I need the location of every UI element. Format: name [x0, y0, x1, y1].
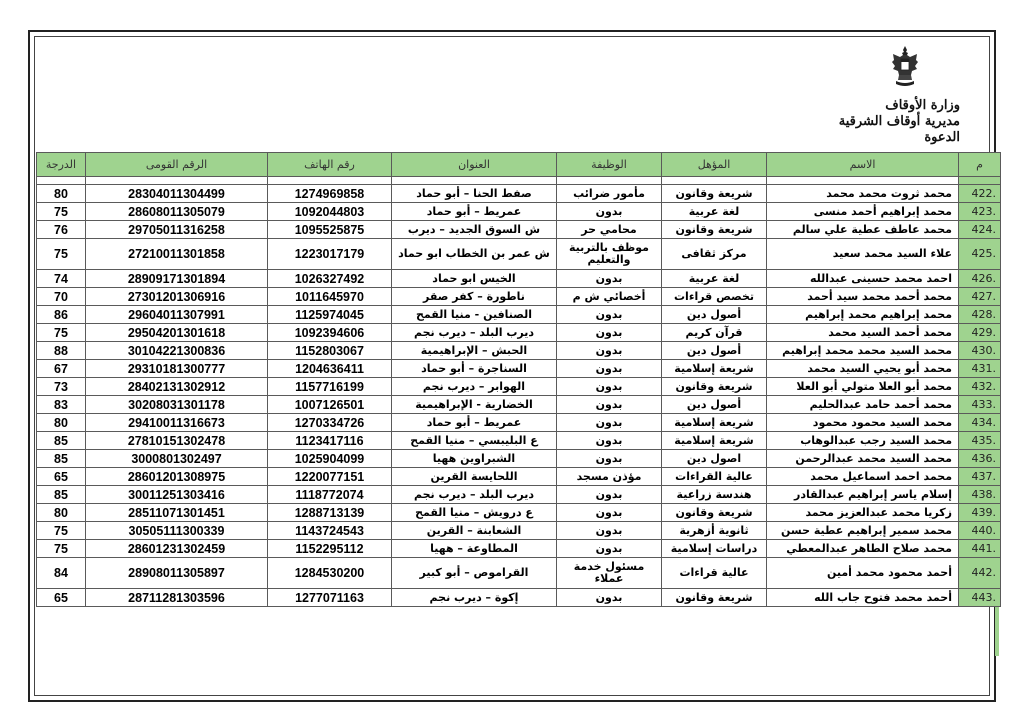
table-row [37, 450, 1001, 468]
cell-job: بدون [557, 360, 662, 378]
col-header-name: الاسم [767, 153, 959, 177]
cell-qualification: لغة عربية [662, 270, 767, 288]
cell-phone: 1011645970 [268, 288, 392, 306]
cell-grade: 67 [37, 360, 86, 378]
table-row [37, 396, 1001, 414]
cell-name: محمد إبراهيم محمد إبراهيم [767, 306, 959, 324]
cell-national-id: 29504201301618 [86, 324, 268, 342]
cell-num: 426. [959, 270, 1001, 288]
cell-name: محمد ثروت محمد محمد [767, 185, 959, 203]
directorate-name: مديرية أوقاف الشرقية [838, 114, 960, 129]
cell-address: الشعابنة – القرين [392, 522, 557, 540]
col-header-job: الوظيفة [557, 153, 662, 177]
cell-address: عمريط – أبو حماد [392, 414, 557, 432]
cell-job: بدون [557, 522, 662, 540]
cell-name: محمد إبراهيم أحمد منسى [767, 203, 959, 221]
cell-grade: 74 [37, 270, 86, 288]
cell-name: علاء السيد محمد سعيد [767, 239, 959, 270]
cell-name: أحمد محمد فتوح جاب الله [767, 589, 959, 607]
cell-grade: 80 [37, 504, 86, 522]
cell-phone: 1092394606 [268, 324, 392, 342]
cell-num: 433. [959, 396, 1001, 414]
cell-phone: 1157716199 [268, 378, 392, 396]
cell-qualification: أصول دين [662, 342, 767, 360]
cell-phone: 1143724543 [268, 522, 392, 540]
cell-address: ش السوق الجديد – ديرب [392, 221, 557, 239]
cell-qualification: شريعة إسلامية [662, 414, 767, 432]
cell-job: أخصائي ش م [557, 288, 662, 306]
table-header-row [37, 153, 1001, 177]
cell-num: 423. [959, 203, 1001, 221]
cell-phone: 1288713139 [268, 504, 392, 522]
cell-qualification: دراسات إسلامية [662, 540, 767, 558]
cell-address: المطاوعة – ههيا [392, 540, 557, 558]
cell-name: محمد أبو العلا متولي أبو العلا [767, 378, 959, 396]
cell-job: بدون [557, 378, 662, 396]
cell-national-id: 28304011304499 [86, 185, 268, 203]
cell-national-id: 28601231302459 [86, 540, 268, 558]
cell-name: محمد السيد محمد عبدالرحمن [767, 450, 959, 468]
cell-grade: 75 [37, 203, 86, 221]
cell-num: 422. [959, 185, 1001, 203]
cell-name: محمد أبو يحيي السيد محمد [767, 360, 959, 378]
cell-job: محامي حر [557, 221, 662, 239]
cell-grade: 75 [37, 540, 86, 558]
table-row [37, 558, 1001, 589]
table-row [37, 486, 1001, 504]
cell-qualification: ثانوية أزهرية [662, 522, 767, 540]
cell-qualification: أصول دين [662, 306, 767, 324]
table-row [37, 270, 1001, 288]
cell-grade: 75 [37, 522, 86, 540]
cell-qualification: شريعة وقانون [662, 504, 767, 522]
cell-num: 441. [959, 540, 1001, 558]
spacer-row [37, 177, 1001, 185]
cell-grade: 85 [37, 450, 86, 468]
cell-national-id: 28711281303596 [86, 589, 268, 607]
table-row [37, 414, 1001, 432]
cell-grade: 85 [37, 486, 86, 504]
cell-address: صفط الحنا – أبو حماد [392, 185, 557, 203]
cell-num: 430. [959, 342, 1001, 360]
cell-address: ديرب البلد – ديرب نجم [392, 324, 557, 342]
cell-grade: 86 [37, 306, 86, 324]
cell-job: بدون [557, 324, 662, 342]
cell-grade: 80 [37, 185, 86, 203]
header-block [839, 98, 960, 146]
cell-national-id: 29705011316258 [86, 221, 268, 239]
table-row [37, 522, 1001, 540]
cell-qualification: عالية قراءات [662, 558, 767, 589]
ministry-name: وزارة الأوقاف [885, 98, 960, 113]
table-row [37, 324, 1001, 342]
cell-grade: 83 [37, 396, 86, 414]
cell-job: بدون [557, 270, 662, 288]
cell-num: 435. [959, 432, 1001, 450]
cell-national-id: 29410011316673 [86, 414, 268, 432]
cell-grade: 88 [37, 342, 86, 360]
cell-address: الخضارية - الإبراهيمية [392, 396, 557, 414]
cell-national-id: 29604011307991 [86, 306, 268, 324]
cell-grade: 80 [37, 414, 86, 432]
cell-job: بدون [557, 342, 662, 360]
cell-num: 428. [959, 306, 1001, 324]
cell-address: القراموص – أبو كبير [392, 558, 557, 589]
table-row [37, 239, 1001, 270]
cell-address: ناطورة – كفر صقر [392, 288, 557, 306]
cell-national-id: 28601201308975 [86, 468, 268, 486]
cell-grade: 65 [37, 589, 86, 607]
cell-national-id: 27301201306916 [86, 288, 268, 306]
cell-address: الهوابر – ديرب نجم [392, 378, 557, 396]
cell-qualification: اصول دين [662, 450, 767, 468]
cell-num: 436. [959, 450, 1001, 468]
cell-job: بدون [557, 540, 662, 558]
cell-num: 432. [959, 378, 1001, 396]
cell-qualification: شريعة إسلامية [662, 360, 767, 378]
cell-phone: 1095525875 [268, 221, 392, 239]
cell-national-id: 27210011301858 [86, 239, 268, 270]
table-row [37, 342, 1001, 360]
cell-phone: 1123417116 [268, 432, 392, 450]
cell-name: أحمد محمود محمد أمين [767, 558, 959, 589]
cell-num: 440. [959, 522, 1001, 540]
col-header-qualification: المؤهل [662, 153, 767, 177]
cell-name: إسلام ياسر إبراهيم عبدالقادر [767, 486, 959, 504]
cell-num: 427. [959, 288, 1001, 306]
table-row [37, 306, 1001, 324]
cell-address: الحبش – الإبراهيمية [392, 342, 557, 360]
col-header-grade: الدرجة [37, 153, 86, 177]
cell-qualification: شريعة وقانون [662, 589, 767, 607]
cell-qualification: عالية القراءات [662, 468, 767, 486]
cell-name: محمد عاطف عطية علي سالم [767, 221, 959, 239]
cell-national-id: 28511071301451 [86, 504, 268, 522]
table-row [37, 378, 1001, 396]
cell-national-id: 29310181300777 [86, 360, 268, 378]
eagle-emblem-icon [890, 44, 920, 88]
cell-job: بدون [557, 396, 662, 414]
cell-phone: 1007126501 [268, 396, 392, 414]
table-row [37, 288, 1001, 306]
cell-national-id: 30505111300339 [86, 522, 268, 540]
table-row [37, 540, 1001, 558]
cell-name: محمد احمد اسماعيل محمد [767, 468, 959, 486]
cell-name: محمد أحمد السيد محمد [767, 324, 959, 342]
cell-job: بدون [557, 203, 662, 221]
cell-name: محمد السيد محمد محمد إبراهيم [767, 342, 959, 360]
cell-grade: 75 [37, 324, 86, 342]
cell-num: 439. [959, 504, 1001, 522]
cell-num: 437. [959, 468, 1001, 486]
cell-phone: 1274969858 [268, 185, 392, 203]
table-row [37, 589, 1001, 607]
cell-phone: 1026327492 [268, 270, 392, 288]
cell-qualification: أصول دين [662, 396, 767, 414]
cell-grade: 73 [37, 378, 86, 396]
cell-qualification: لغة عربية [662, 203, 767, 221]
cell-national-id: 30104221300836 [86, 342, 268, 360]
cell-job: بدون [557, 504, 662, 522]
table-row [37, 468, 1001, 486]
table-row [37, 360, 1001, 378]
cell-address: ش عمر بن الخطاب ابو حماد [392, 239, 557, 270]
cell-phone: 1118772074 [268, 486, 392, 504]
cell-address: الصنافين - منيا القمح [392, 306, 557, 324]
cell-num: 443. [959, 589, 1001, 607]
table-row [37, 432, 1001, 450]
cell-phone: 1204636411 [268, 360, 392, 378]
cell-name: محمد السيد محمود محمود [767, 414, 959, 432]
cell-job: بدون [557, 432, 662, 450]
cell-address: ديرب البلد – ديرب نجم [392, 486, 557, 504]
cell-phone: 1025904099 [268, 450, 392, 468]
cell-grade: 85 [37, 432, 86, 450]
cell-national-id: 30011251303416 [86, 486, 268, 504]
cell-address: الخيس ابو حماد [392, 270, 557, 288]
cell-address: الشبراوين ههيا [392, 450, 557, 468]
cell-address: عمريط – أبو حماد [392, 203, 557, 221]
cell-qualification: شريعة وقانون [662, 185, 767, 203]
roster-table [36, 152, 1001, 607]
cell-address: إكوة – ديرب نجم [392, 589, 557, 607]
table-row [37, 221, 1001, 239]
cell-job: بدون [557, 306, 662, 324]
cell-address: ع البليبسي – منيا القمح [392, 432, 557, 450]
cell-name: محمد أحمد محمد سيد أحمد [767, 288, 959, 306]
cell-num: 431. [959, 360, 1001, 378]
department-name: الدعوة [924, 130, 960, 145]
cell-grade: 76 [37, 221, 86, 239]
cell-qualification: هندسة زراعية [662, 486, 767, 504]
cell-qualification: شريعة وقانون [662, 378, 767, 396]
cell-num: 442. [959, 558, 1001, 589]
cell-grade: 84 [37, 558, 86, 589]
cell-national-id: 28908011305897 [86, 558, 268, 589]
cell-qualification: مركز ثقافى [662, 239, 767, 270]
cell-job: مؤذن مسجد [557, 468, 662, 486]
cell-job: موظف بالتربية والتعليم [557, 239, 662, 270]
cell-name: احمد محمد حسينى عبدالله [767, 270, 959, 288]
cell-phone: 1220077151 [268, 468, 392, 486]
cell-phone: 1152295112 [268, 540, 392, 558]
cell-job: مسئول خدمة عملاء [557, 558, 662, 589]
cell-job: بدون [557, 486, 662, 504]
cell-address: اللحايسة القرين [392, 468, 557, 486]
cell-address: ع درويش – منيا القمح [392, 504, 557, 522]
cell-name: محمد السيد رجب عبدالوهاب [767, 432, 959, 450]
cell-qualification: شريعة إسلامية [662, 432, 767, 450]
cell-job: بدون [557, 589, 662, 607]
col-header-address: العنوان [392, 153, 557, 177]
cell-national-id: 3000801302497 [86, 450, 268, 468]
cell-num: 429. [959, 324, 1001, 342]
table-row [37, 185, 1001, 203]
cell-job: بدون [557, 450, 662, 468]
col-header-num: م [959, 153, 1001, 177]
cell-phone: 1284530200 [268, 558, 392, 589]
cell-address: السناجرة – أبو حماد [392, 360, 557, 378]
cell-name: محمد أحمد حامد عبدالحليم [767, 396, 959, 414]
cell-grade: 65 [37, 468, 86, 486]
cell-national-id: 27810151302478 [86, 432, 268, 450]
cell-phone: 1270334726 [268, 414, 392, 432]
cell-num: 438. [959, 486, 1001, 504]
cell-national-id: 30208031301178 [86, 396, 268, 414]
cell-num: 425. [959, 239, 1001, 270]
cell-job: بدون [557, 414, 662, 432]
cell-name: محمد سمير إبراهيم عطية حسن [767, 522, 959, 540]
cell-qualification: شريعة وقانون [662, 221, 767, 239]
cell-national-id: 28608011305079 [86, 203, 268, 221]
cell-national-id: 28402131302912 [86, 378, 268, 396]
cell-qualification: قرآن كريم [662, 324, 767, 342]
col-header-national-id: الرقم القومى [86, 153, 268, 177]
cell-phone: 1223017179 [268, 239, 392, 270]
cell-grade: 75 [37, 239, 86, 270]
cell-phone: 1092044803 [268, 203, 392, 221]
cell-national-id: 28909171301894 [86, 270, 268, 288]
cell-name: زكريا محمد عبدالعزيز محمد [767, 504, 959, 522]
table-row [37, 504, 1001, 522]
cell-name: محمد صلاح الطاهر عبدالمعطي [767, 540, 959, 558]
cell-grade: 70 [37, 288, 86, 306]
cell-job: مأمور ضرائب [557, 185, 662, 203]
table-row [37, 203, 1001, 221]
cell-qualification: تخصص قراءات [662, 288, 767, 306]
cell-num: 424. [959, 221, 1001, 239]
cell-phone: 1277071163 [268, 589, 392, 607]
cell-phone: 1125974045 [268, 306, 392, 324]
cell-num: 434. [959, 414, 1001, 432]
cell-phone: 1152803067 [268, 342, 392, 360]
col-header-phone: رقم الهاتف [268, 153, 392, 177]
